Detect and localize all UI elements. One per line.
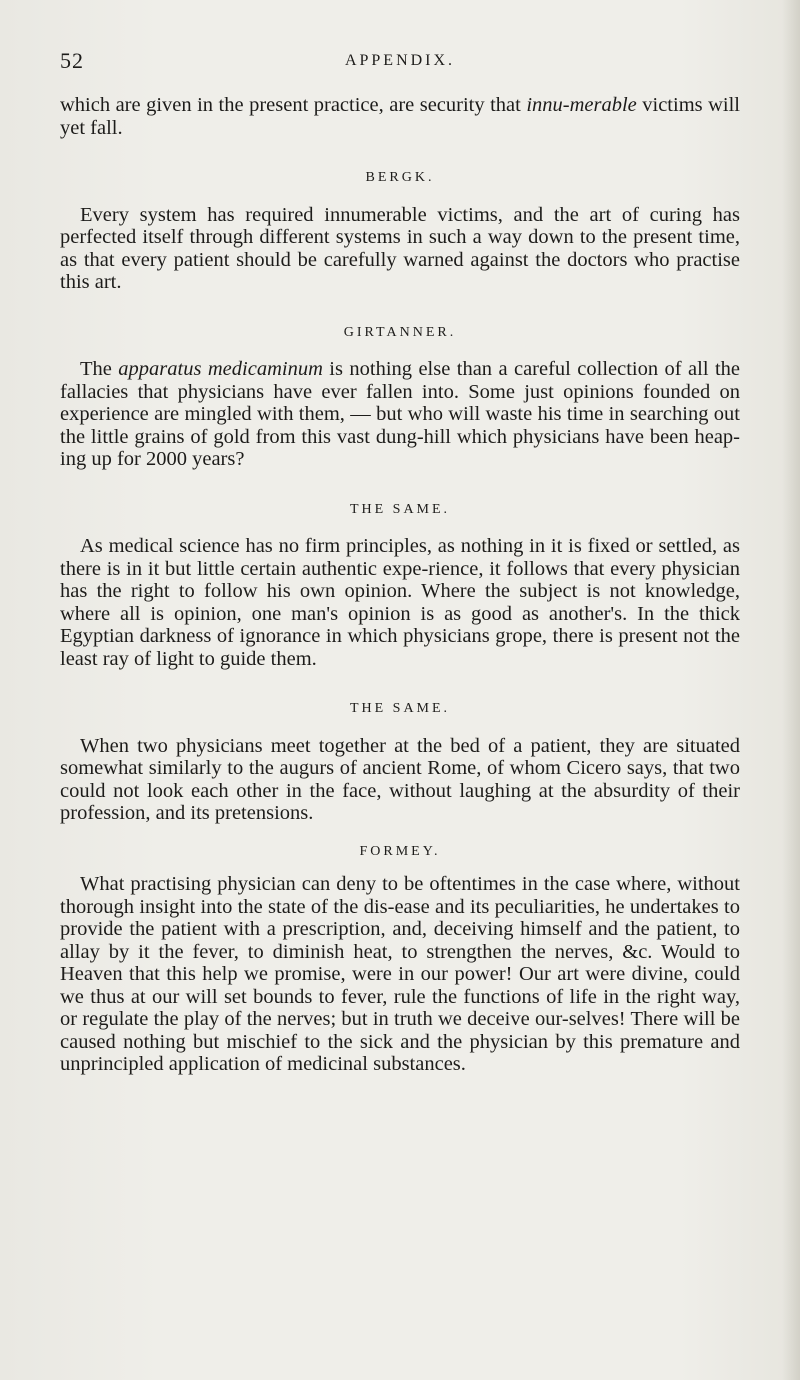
continuation-paragraph: which are given in the present practice, are security that innu-merable victims will yet fall. [60,94,740,139]
section-heading-the-same-2: THE SAME. [349,701,451,716]
section-heading-girtanner: GIRTANNER. [343,324,457,340]
paragraph-formey: What practising physician can deny to be oftentimes in the case where, without thorough insight into the state of the dis-ease and its peculiarities, he undertakes to provide the patient with a prescription, and, deceiving himself and the patient, to allay by it the fever, to diminish heat, to strengthen the nerves, &c. Would to Heaven that this help we promise, were in our power! Our art were divine, could we thus at our will set bounds to fever, rule the functions of life in the right way, or regulate the play of the nerves; but in truth we deceive our-selves! There will be caused nothing but mischief to the sick and the physician by this premature and unprincipled application of medicinal substances. [60,873,740,1075]
italic-text: apparatus medicaminum [118,358,323,380]
section-heading-bergk: BERGK. [365,170,435,185]
paragraph-the-same-1: As medical science has no firm principles, as nothing in it is fixed or settled, as there is in it but little certain authentic expe-rience, it follows that every physician has the right to follow his own opinion. Where the subject is not knowledge, where all is opinion, one man's opinion is as good as another's. In the thick Egyptian darkness of ignorance in which physicians grope, there is present not the least ray of light to guide them. [60,535,740,670]
page-header [60,48,740,78]
paragraph-the-same-2: When two physicians meet together at the bed of a patient, they are situated somewhat similarly to the augurs of ancient Rome, of whom Cicero says, that two could not look each other in the face, without laughing at the absurdity of their profession, and its pretensions. [60,734,740,824]
page-edge-shadow [782,0,800,1380]
page-number: 52 [60,48,84,73]
running-title: APPENDIX. [344,52,456,69]
italic-text: innu-merable [526,94,637,116]
paragraph-bergk: Every system has required innumerable victims, and the art of curing has perfected itself through different systems in such a way down to the present time, as that every patient should be carefully warned against the doctors who practise this art. [60,203,740,293]
paragraph-girtanner: The apparatus medicaminum is nothing else than a careful collection of all the fallacies that physicians have ever fallen into. Some just opinions founded on experience are mingled with them, — but who will waste his time in searching out the little grains of gold from this vast dung-hill which physicians have been heap-ing up for 2000 years? [60,358,740,470]
section-heading-formey: FORMEY. [359,843,441,859]
page-body [60,94,740,1076]
section-heading-the-same-1: THE SAME. [349,501,451,517]
